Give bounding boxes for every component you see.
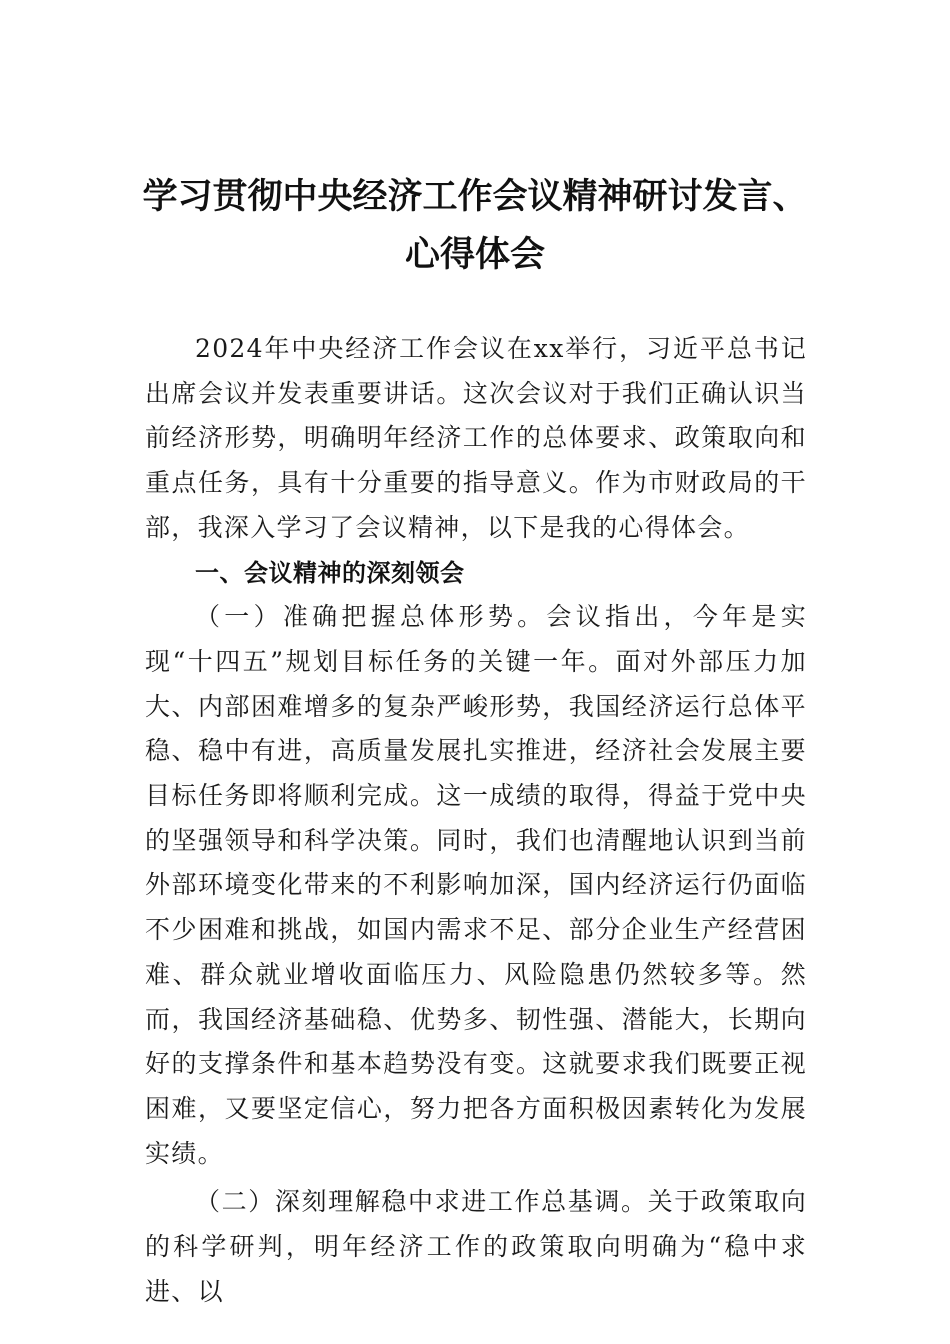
- document-body: [145, 327, 807, 1314]
- subsection-paragraph-2: （二）深刻理解稳中求进工作总基调。关于政策取向的科学研判，明年经济工作的政策取向明确为“稳中求进、以: [145, 1187, 807, 1306]
- document-title: [140, 168, 810, 284]
- title-line-1: 学习贯彻中央经济工作会议精神研讨发言、: [142, 176, 808, 217]
- title-line-2: 心得体会: [404, 234, 545, 275]
- intro-paragraph: 2024年中央经济工作会议在xx举行，习近平总书记出席会议并发表重要讲话。这次会议对于我们正确认识当前经济形势，明确明年经济工作的总体要求、政策取向和重点任务，具有十分重要的指导意义。作为市财政局的干部，我深入学习了会议精神，以下是我的心得体会。: [145, 334, 807, 542]
- subsection-paragraph-1: （一）准确把握总体形势。会议指出，今年是实现“十四五”规划目标任务的关键一年。面对外部压力加大、内部困难增多的复杂严峻形势，我国经济运行总体平稳、稳中有进，高质量发展扎实推进，经济社会发展主要目标任务即将顺利完成。这一成绩的取得，得益于党中央的坚强领导和科学决策。同时，我们也清醒地认识到当前外部环境变化带来的不利影响加深，国内经济运行仍面临不少困难和挑战，如国内需求不足、部分企业生产经营困难、群众就业增收面临压力、风险隐患仍然较多等。然而，我国经济基础稳、优势多、韧性强、潜能大，长期向好的支撑条件和基本趋势没有变。这就要求我们既要正视困难，又要坚定信心，努力把各方面积极因素转化为发展实绩。: [145, 602, 807, 1168]
- section-heading: 一、会议精神的深刻领会: [195, 558, 465, 587]
